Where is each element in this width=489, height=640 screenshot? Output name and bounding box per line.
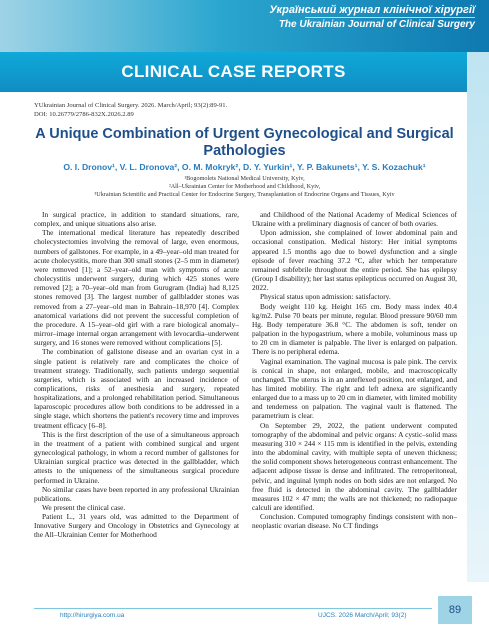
affiliations [22, 175, 467, 200]
paragraph: Conclusion. Computed tomography findings consistent with non–neoplastic ovarian disease. No CT findings [252, 512, 457, 531]
paragraph: The international medical literature has repeatedly described cholecystectomies involving the removal of large, even enormous, numbers of gallstones. For example, in a 49–year–old man treated for acute cholecystitis, more than 300 small stones (2–5 mm in diameter) were removed [1]; a 52–year–old man with symptoms of acute cholecystitis underwent surgery, during which 425 stones were removed [2]; a 70–year–old man from Gurugram (India) had 8,125 stones removed [3]. The largest number of gallbladder stones was removed from a 27–year–old man in Bahrain–18,970 [4]. Complex anatomical variations did not prevent the successful completion of the procedure. A 15–year–old girl with a rare biological anomaly–mirror–image internal organ arrangement with levocardia–underwent surgery, and 16 stones were removed without complications [5]. [34, 228, 239, 348]
paragraph: We present the clinical case. [42, 503, 126, 512]
section-title: CLINICAL CASE REPORTS [121, 62, 346, 81]
affiliation-line: ¹Bogomolets National Medical University, Kyiv, [184, 175, 305, 182]
paragraph: The combination of gallstone disease and an ovarian cyst in a single patient is relatively rare and complicates the choice of treatment strategy. Traditionally, such patients undergo sequential surgeries, which is associated with an increased incidence of complications, risks of anesthesia and surgery, repeated hospitalizations, and a prolonged rehabilitation period. Simultaneous laparoscopic procedures allow both conditions to be addressed in a single stage, which shortens the patient's recovery time and improves treatment efficacy [6–8]. [34, 347, 239, 430]
body-column-right [252, 210, 457, 605]
paragraph: On September 29, 2022, the patient underwent computed tomography of the abdominal and pelvic organs: A cystic–solid mass measuring 310 × 244 × 115 mm is identified in the pelvis, extending into the abdominal cavity, with multiple septa of uneven thickness; the solid component shows heterogeneous contrast enhancement. The adjacent adipose tissue is dense and infiltrated. The retroperitoneal, pelvic, and inguinal lymph nodes on both sides are not enlarged. No free fluid is detected in the abdominal cavity. The gallbladder measures 102 × 47 mm; the walls are not thickened; no radiopaque calculi are identified. [252, 420, 457, 512]
journal-header-bar [0, 0, 489, 52]
decorative-side-stripe [467, 52, 489, 582]
journal-name-ukrainian: Український журнал клінічної хірургії [269, 4, 475, 16]
citation-line: YUkrainian Journal of Clinical Surgery. 2026. March/April; 93(2):89-91. [34, 102, 228, 109]
paragraph: Patient L., 31 years old, was admitted to the Department of Innovative Surgery and Oncology in Obstetrics and Gynecology at the All–Ukrainian Center for Motherhood [34, 512, 239, 540]
affiliation-line: ²All–Ukrainian Center for Motherhood and Childhood, Kyiv, [168, 183, 321, 191]
paragraph: Upon admission, she complained of lower abdominal pain and occasional constipation. Medical history: Her initial symptoms appeared 1.5 months ago due to bowel dysfunction and a single episode of fever reaching 37.2 °C, after which her temperature remained subfebrile throughout the entire period. She has epilepsy (Group I disability); her last status epilepticus occurred on August 30, 2022. [252, 228, 457, 293]
paper-title: A Unique Combination of Urgent Gynecological and Surgical Pathologies [35, 126, 454, 159]
paragraph: Physical status upon admission: satisfactory. [260, 292, 391, 302]
footer-divider [34, 608, 432, 609]
journal-url-link[interactable]: http://hirurgiya.com.ua [60, 612, 125, 619]
paragraph: No similar cases have been reported in any professional Ukrainian publications. [34, 484, 239, 503]
body-column-left [34, 210, 239, 605]
page-number: 89 [438, 596, 472, 624]
header-divider [305, 17, 475, 18]
paragraph: Body weight 110 kg. Height 165 cm. Body mass index 40.4 kg/m2. Pulse 70 beats per minute, regular. Blood pressure 90/60 mm Hg. Body temperature 36.8 °C. The abdomen is soft, tender on palpation in the hypogastrium, where a mobile, voluminous mass up to 20 cm in diameter is palpable. The liver is enlarged on palpation. There is no peripheral edema. [252, 301, 457, 357]
author-list: O. I. Dronov¹, V. L. Dronova², O. M. Mokryk², D. Y. Yurkin¹, Y. P. Bakunets¹, Y. S. Kozachuk¹ [63, 162, 426, 172]
paragraph: In surgical practice, in addition to standard situations, rare, complex, and unique situations also arise. [34, 210, 239, 229]
paragraph: This is the first description of the use of a simultaneous approach in the treatment of a patient with combined surgical and urgent gynecological pathology, in whom a record number of gallstones for Ukrainian surgical practice was detected in the gallbladder, which attests to the uniqueness of the simultaneous surgical procedure performed in Ukraine. [34, 429, 239, 485]
section-banner [0, 52, 467, 92]
journal-name-english: The Ukrainian Journal of Clinical Surgery [278, 19, 475, 30]
doi-line: DOI: 10.26779/2786-832X.2026.2.89 [34, 111, 134, 118]
paragraph: and Childhood of the National Academy of Medical Sciences of Ukraine with a preliminary diagnosis of cancer of both ovaries. [252, 210, 457, 229]
paragraph: Vaginal examination. The vaginal mucosa is pale pink. The cervix is conical in shape, not enlarged, mobile, and macroscopically unchanged. The uterus is in an anteflexed position, not enlarged, and has limited mobility. The right and left adnexa are significantly enlarged due to a mass up to 20 cm in diameter, with limited mobility and tenderness on palpation. The vaginal vault is flattened. The parametrium is clear. [252, 356, 457, 421]
affiliation-line: ³Ukrainian Scientific and Practical Center for Endocrine Surgery, Transplantation of Endocrine Organs and Tissues, Kyiv [94, 191, 395, 199]
issue-info: UJCS. 2026 March/April; 93(2) [318, 612, 407, 619]
citation-block [34, 101, 227, 119]
